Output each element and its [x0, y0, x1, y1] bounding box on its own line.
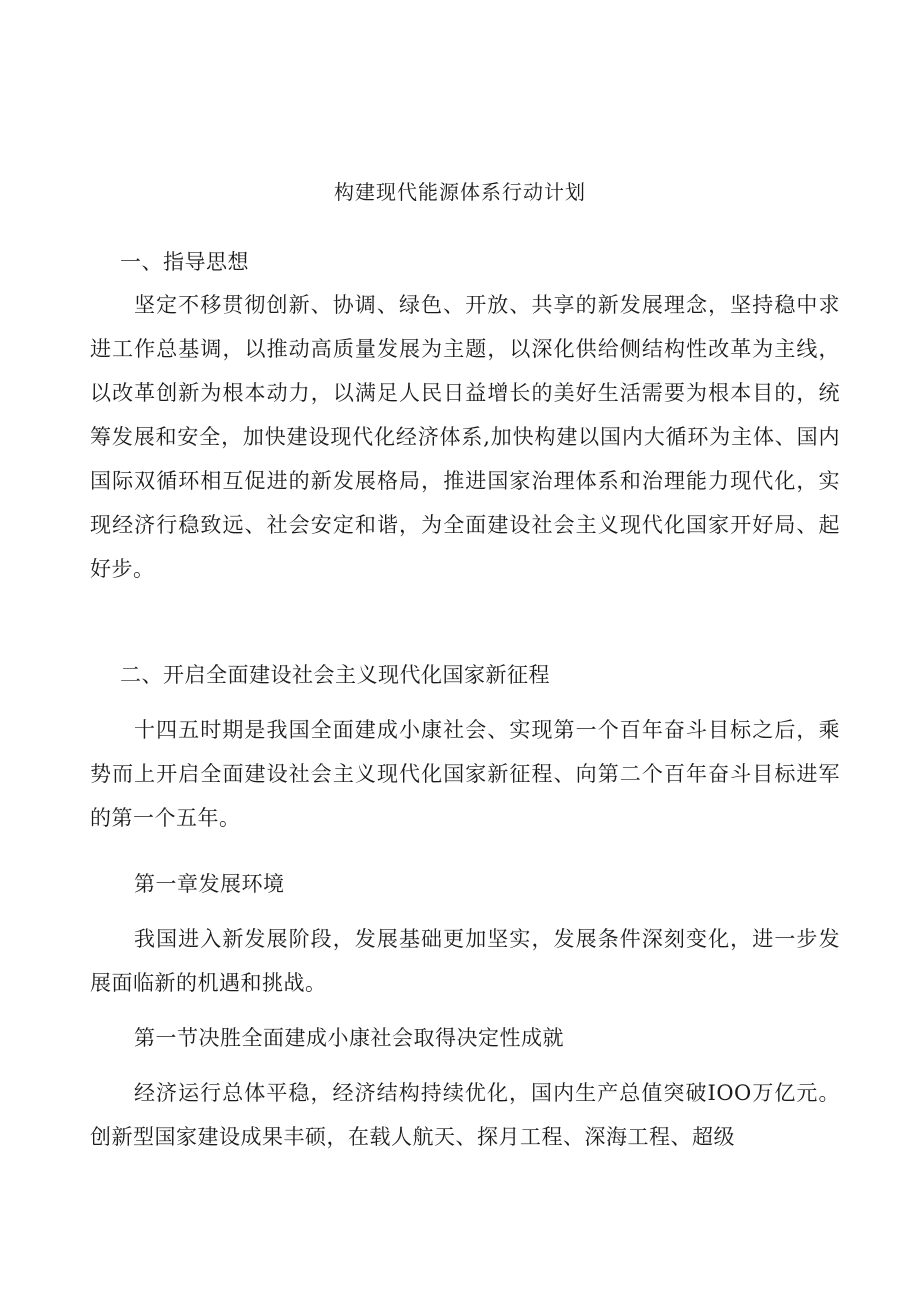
paragraph: 十四五时期是我国全面建成小康社会、实现第一个百年奋斗目标之后，乘势而上开启全面建设社会主义现代化国家新征程、向第二个百年奋斗目标进军的第一个五年。	[90, 718, 840, 830]
paragraph: 坚定不移贯彻创新、协调、绿色、开放、共享的新发展理念，坚持稳中求进工作总基调，以推动高质量发展为主题，以深化供给侧结构性改革为主线，以改革创新为根本动力，以满足人民日益增长的美好生活需要为根本目的，统筹发展和安全，加快建设现代化经济体系,加快构建以国内大循环为主体、国内国际双循环相互促进的新发展格局，推进国家治理体系和治理能力现代化，实现经济行稳致远、社会安定和谐，为全面建设社会主义现代化国家开好局、起好步。	[90, 293, 840, 581]
section-heading: 一、指导思想	[120, 250, 249, 274]
section-guiding-ideology	[90, 240, 840, 284]
chapter-development-environment	[90, 862, 840, 906]
section-subheading: 第一节决胜全面建成小康社会取得决定性成就	[134, 1026, 564, 1050]
paragraph: 我国进入新发展阶段，发展基础更加坚实，发展条件深刻变化，进一步发展面临新的机遇和挑战。	[90, 927, 840, 995]
section-new-journey	[90, 653, 840, 697]
paragraph: 经济运行总体平稳，经济结构持续优化，国内生产总值突破IOO万亿元。创新型国家建设成果丰硕，在载人航天、探月工程、深海工程、超级	[90, 1081, 840, 1149]
section-heading: 二、开启全面建设社会主义现代化国家新征程	[120, 663, 550, 687]
document-title: 构建现代能源体系行动计划	[334, 180, 586, 204]
chapter-development-environment-body	[90, 917, 840, 1005]
section-new-journey-body	[90, 708, 840, 840]
section-decisive-achievements-body	[90, 1071, 840, 1159]
chapter-heading: 第一章发展环境	[134, 872, 285, 896]
section-decisive-achievements	[90, 1016, 840, 1060]
section-guiding-ideology-body	[90, 283, 840, 591]
